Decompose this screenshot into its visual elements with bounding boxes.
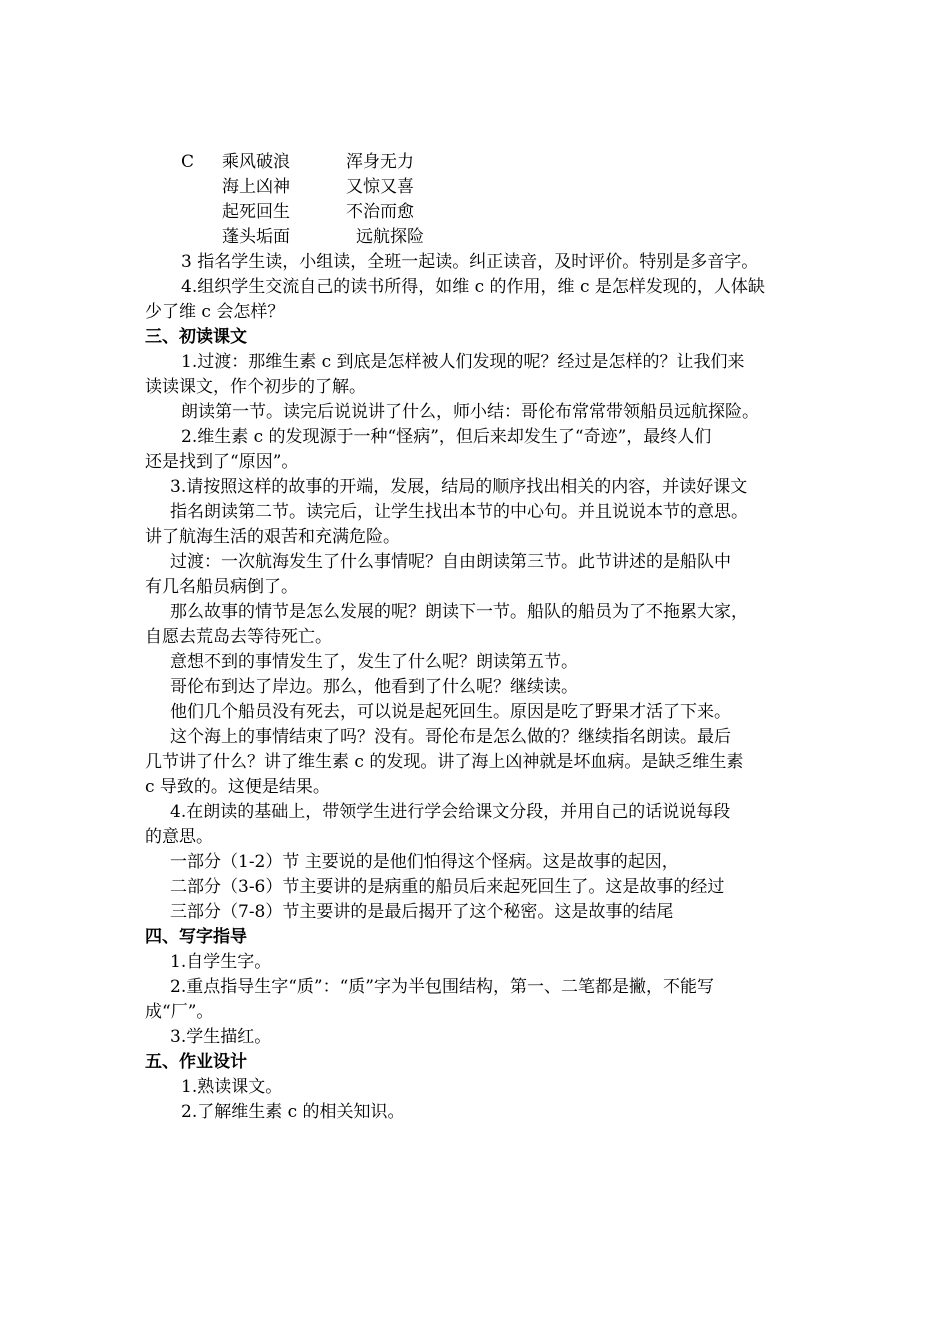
section-heading: 四、写字指导 <box>145 927 247 947</box>
section-heading: 三、初读课文 <box>145 327 247 347</box>
section-heading: 五、作业设计 <box>145 1052 247 1072</box>
vocab-word: 浑身无力 <box>346 152 414 172</box>
vocab-word: 乘风破浪 <box>222 152 290 172</box>
paragraph-line: 几节讲了什么？讲了维生素 c 的发现。讲了海上凶神就是坏血病。是缺乏维生素 <box>145 752 744 772</box>
paragraph-line: 1.过渡：那维生素 c 到底是怎样被人们发现的呢？经过是怎样的？让我们来 <box>181 352 745 372</box>
paragraph-line: 他们几个船员没有死去，可以说是起死回生。原因是吃了野果才活了下来。 <box>170 702 731 722</box>
vocab-label: C <box>181 152 195 172</box>
paragraph-line: 意想不到的事情发生了，发生了什么呢？朗读第五节。 <box>170 652 578 672</box>
vocab-word: 远航探险 <box>356 227 424 247</box>
vocab-word: 蓬头垢面 <box>222 227 290 247</box>
paragraph-line: 讲了航海生活的艰苦和充满危险。 <box>145 527 400 547</box>
paragraph-line: 哥伦布到达了岸边。那么，他看到了什么呢？继续读。 <box>170 677 578 697</box>
paragraph-line: 过渡：一次航海发生了什么事情呢？自由朗读第三节。此节讲述的是船队中 <box>170 552 731 572</box>
paragraph-line: 一部分（1-2）节 主要说的是他们怕得这个怪病。这是故事的起因， <box>170 852 679 872</box>
paragraph-line: 的意思。 <box>145 827 213 847</box>
vocab-word: 不治而愈 <box>346 202 414 222</box>
paragraph-line: 还是找到了“原因”。 <box>145 452 299 472</box>
paragraph-line: 3.请按照这样的故事的开端，发展，结局的顺序找出相关的内容，并读好课文 <box>170 477 748 497</box>
paragraph-line: 那么故事的情节是怎么发展的呢？朗读下一节。船队的船员为了不拖累大家， <box>170 602 748 622</box>
paragraph-line: 朗读第一节。读完后说说讲了什么，师小结：哥伦布常常带领船员远航探险。 <box>181 402 759 422</box>
paragraph-line: 自愿去荒岛去等待死亡。 <box>145 627 332 647</box>
paragraph-line: 2.了解维生素 c 的相关知识。 <box>181 1102 405 1122</box>
paragraph-line: 4.在朗读的基础上，带领学生进行学会给课文分段，并用自己的话说说每段 <box>170 802 731 822</box>
paragraph-line: 2.重点指导生字“质”：“质”字为半包围结构，第一、二笔都是撇，不能写 <box>170 977 714 997</box>
paragraph-line: 3 指名学生读，小组读，全班一起读。纠正读音，及时评价。特别是多音字。 <box>181 252 759 272</box>
paragraph-line: 3.学生描红。 <box>170 1027 272 1047</box>
paragraph-line: 有几名船员病倒了。 <box>145 577 298 597</box>
vocab-word: 海上凶神 <box>222 177 290 197</box>
paragraph-line: 2.维生素 c 的发现源于一种“怪病”，但后来却发生了“奇迹”，最终人们 <box>181 427 712 447</box>
paragraph-line: 成“厂”。 <box>145 1002 214 1022</box>
paragraph-line: 二部分（3-6）节主要讲的是病重的船员后来起死回生了。这是故事的经过 <box>170 877 725 897</box>
paragraph-line: 4.组织学生交流自己的读书所得，如维 c 的作用，维 c 是怎样发现的，人体缺 <box>181 277 765 297</box>
paragraph-line: 读读课文，作个初步的了解。 <box>145 377 366 397</box>
paragraph-line: 1.自学生字。 <box>170 952 272 972</box>
vocab-word: 又惊又喜 <box>346 177 414 197</box>
paragraph-line: 少了维 c 会怎样？ <box>145 302 285 322</box>
paragraph-line: 三部分（7-8）节主要讲的是最后揭开了这个秘密。这是故事的结尾 <box>170 902 674 922</box>
paragraph-line: 这个海上的事情结束了吗？没有。哥伦布是怎么做的？继续指名朗读。最后 <box>170 727 731 747</box>
paragraph-line: c 导致的。这便是结果。 <box>145 777 330 797</box>
paragraph-line: 1.熟读课文。 <box>181 1077 283 1097</box>
paragraph-line: 指名朗读第二节。读完后，让学生找出本节的中心句。并且说说本节的意思。 <box>170 502 748 522</box>
vocab-word: 起死回生 <box>222 202 290 222</box>
